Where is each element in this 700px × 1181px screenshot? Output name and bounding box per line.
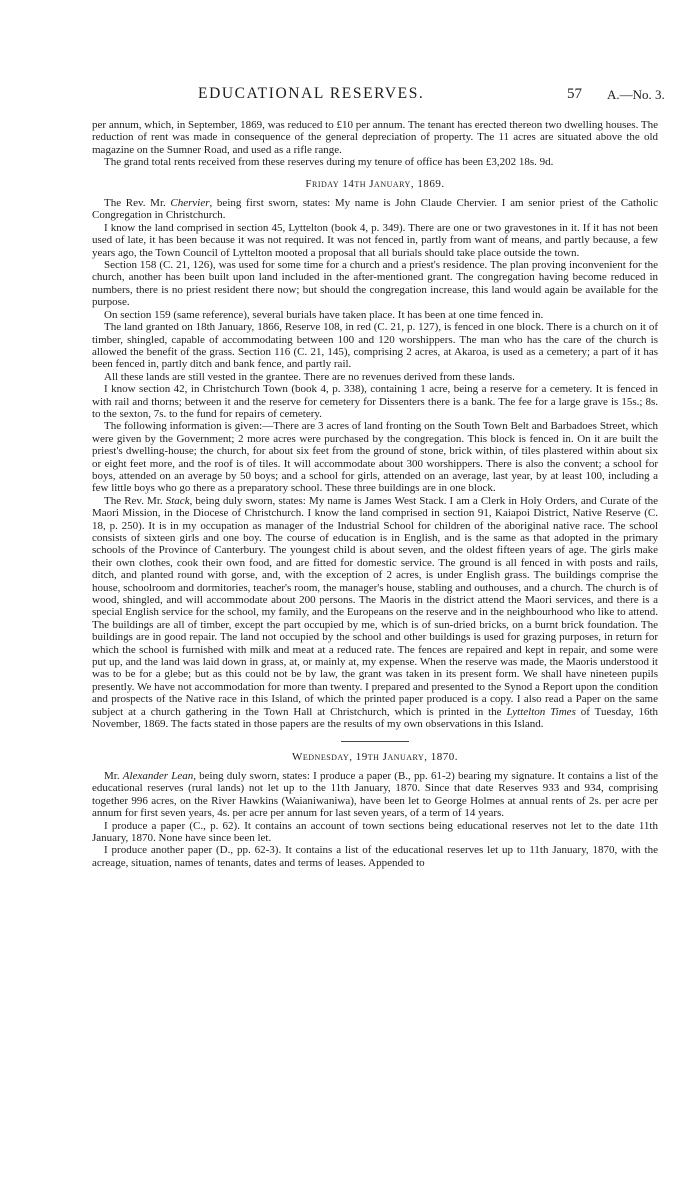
document-body	[92, 119, 658, 869]
paragraph: I produce another paper (D., pp. 62-3). It contains a list of the educational reserves let up to 11th January, 1870, with the acreage, situation, names of tenants, dates and terms of leases. Appended to	[92, 844, 658, 869]
paragraph	[92, 197, 658, 222]
witness-name: Chervier	[170, 197, 210, 210]
session-date-heading: Wednesday, 19th January, 1870.	[292, 750, 458, 763]
paragraph: The land granted on 18th January, 1866, Reserve 108, in red (C. 21, p. 127), is fenced in one block. There is a church on it of timber, shingled, capable of accommodating between 100 and 120 worshippers. The man who has the care of the church is allowed the benefit of the grass. Section 116 (C. 21, 145), comprising 2 acres, at Akaroa, is used as a cemetery; a part of it has been fenced in, partly ditch and bank fence, and partly rail.	[92, 321, 658, 371]
page-header	[0, 85, 700, 108]
text: of Tuesday, 16th November, 1869. The facts stated in those papers are the results of my own observations in this Island.	[92, 705, 659, 731]
newspaper-title: Lyttelton Times	[506, 705, 576, 718]
paragraph	[92, 495, 658, 731]
text: , being duly sworn, states: My name is James West Stack. I am a Clerk in Holy Orders, and Curate of the Maori Mission, in the Diocese of Christchurch. I know the land comprised in section 91, Kaiapoi District, Native Reserve (C. 18, p. 250). It is in my occupation as manager of the Industrial School for children of the aboriginal native race. The school consists of sixteen girls and one boy. The course of education is in English, and is the same as that adopted in the primary schools of the Province of Canterbury. The youngest child is about seven, and the oldest fifteen years of age. The girls make their own clothes, cook their own food, and are fitted for domestic service. The ground is all fenced in with posts and rails, ditch, and planted round with gorse, and, with the exception of 2 acres, is under English grass. The buildings comprise the house, schoolroom and dormitories, teacher's room, the manager's house, stabling and outhouses, and a church. The church is of wood, shingled, and will accommodate about 200 persons. The Maoris in the district attend the Maori services, and there is a special English service for the school, my family, and the Europeans on the reserve and in the neighbourhood who like to attend. The buildings are all of timber, except the part occupied by me, which is of sun-dried bricks, on a burnt brick foundation. The buildings are in good repair. The land not occupied by the school and other buildings is used for grazing purposes, in return for which the school is furnished with milk and meat at a reduced rate. The fences are repaired and kept in repair, and some were put up, and the land was laid down in grass, at, or mainly at, my expense. When the reserve was made, the Maoris understood it was to be for a glebe; but as this could not be by law, the grant was taken in its present form. We shall have nineteen pupils presently. We have not accommodation for more than twenty. I prepared and presented to the Synod a Report upon the condition and prospects of the Native race in this Island, of which the printed paper produced is a copy. I also read a Paper on the same subject at a church gathering in the Town Hall at Christchurch, which is printed in the	[92, 494, 659, 718]
paragraph: The grand total rents received from these reserves during my tenure of office has been £3,202 18s. 9d.	[104, 156, 554, 169]
text: The Rev. Mr.	[104, 197, 171, 210]
paper-reference: A.—No. 3.	[607, 87, 665, 102]
paragraph: All these lands are still vested in the grantee. There are no revenues derived from these lands.	[104, 370, 515, 383]
paragraph: Section 158 (C. 21, 126), was used for some time for a church and a priest's residence. The plan proving inconvenient for the church, another has been built upon land included in the after-mentioned grant. The congregation having become reduced in numbers, there is no priest resident there now; but should the congregation increase, this land would again be available for the purpose.	[92, 259, 658, 309]
paragraph	[92, 770, 658, 820]
text: Mr.	[104, 769, 123, 782]
paragraph: I know the land comprised in section 45, Lyttelton (book 4, p. 349). There are one or two gravestones in it. If it has not been used of late, it has been because it was not required. It was not fenced in, partly from want of means, and partly because, a few years ago, the Town Council of Lyttelton mooted a proposal that all burials should take place outside the town.	[92, 221, 658, 259]
paragraph: On section 159 (same reference), several burials have taken place. It has been at one time fenced in.	[104, 308, 544, 321]
paragraph: I produce a paper (C., p. 62). It contains an account of town sections being educational reserves not let to the date 11th January, 1870. None have since been let.	[92, 819, 658, 844]
text: The Rev. Mr.	[104, 494, 166, 507]
paragraph: I know section 42, in Christchurch Town (book 4, p. 338), containing 1 acre, being a reserve for a cemetery. It is fenced in with rail and thorns; between it and the reserve for cemetery for Dissenters there is a bank. The fee for a large grave is 15s.; 8s. to the sexton, 7s. to the fund for repairs of cemetery.	[92, 383, 658, 420]
running-title: EDUCATIONAL RESERVES.	[198, 85, 425, 102]
session-date-heading: Friday 14th January, 1869.	[305, 177, 445, 190]
witness-name: Stack	[165, 494, 190, 507]
paragraph: per annum, which, in September, 1869, was reduced to £10 per annum. The tenant has erected thereon two dwelling houses. The reduction of rent was made in consequence of the general depreciation of property. The 11 acres are situated above the old magazine on the Sumner Road, and used as a rifle range.	[92, 119, 658, 156]
section-divider	[341, 741, 409, 742]
text: , being duly sworn, states: I produce a paper (B., pp. 61-2) bearing my signature. It contains a list of the educational reserves (rural lands) not let up to the 11th January, 1870. Since that date Reserves 933 and 934, comprising together 996 acres, on the River Hawkins (Waianiwaniwa), have been let to George Holmes at annual rents of 2s. per acre per annum for first seven years, 4s. per acre per annum for last seven years, of a term of 14 years.	[92, 769, 658, 820]
paragraph: The following information is given:—There are 3 acres of land fronting on the South Town Belt and Barbadoes Street, which were given by the Government; 2 more acres were purchased by the congregation. This block is fenced in. On it are built the priest's dwelling-house; the church, for about six feet from the ground of stone, brick within, of tiles plastered within about six or eight feet more, and the roof is of tiles. It will accommodate about 300 worshippers. There is also the convent; a school for boys, attended on an average by 50 boys; and a school for girls, attended on an average, last year, by at least 100, including a few little boys who go there as a preparatory school. These three buildings are in one block.	[92, 420, 658, 495]
page-number: 57	[567, 86, 582, 102]
witness-name: Alexander Lean	[122, 769, 194, 782]
text: , being first sworn, states: My name is John Claude Chervier. I am senior priest of the Catholic Congregation in Christchurch.	[92, 197, 658, 222]
